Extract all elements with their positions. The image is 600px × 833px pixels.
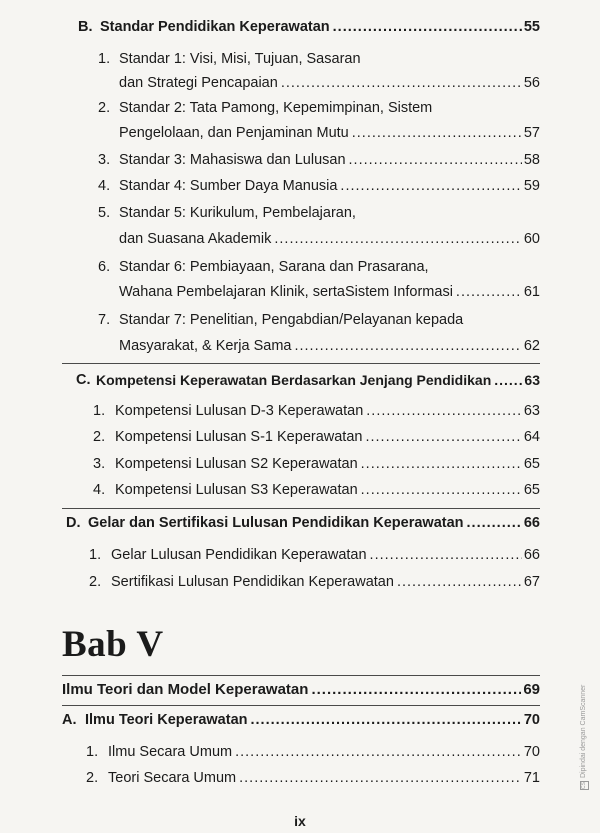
item-title-line1: Standar 7: Penelitian, Pengabdian/Pelayanan kepada	[119, 312, 464, 328]
dot-leader	[281, 75, 522, 91]
item-title-line2: dan Strategi Pencapaian	[119, 75, 278, 91]
page-number: 59	[523, 178, 540, 194]
page-number: 62	[523, 338, 540, 354]
section-marker: C.	[76, 372, 91, 388]
page-number: 57	[523, 125, 540, 141]
divider	[62, 675, 540, 676]
footer-page-number: ix	[294, 813, 306, 829]
item-title: Kompetensi Lulusan S3 Keperawatan	[115, 482, 358, 498]
section-marker: A.	[62, 712, 77, 728]
item-title: Ilmu Secara Umum	[108, 744, 233, 760]
dot-leader	[352, 125, 522, 141]
item-title-line1: Standar 2: Tata Pamong, Kepemimpinan, Sistem	[119, 100, 433, 116]
dot-leader	[311, 681, 521, 698]
scanner-watermark	[580, 684, 589, 790]
item-marker: 2.	[98, 100, 111, 116]
item-title: Sertifikasi Lulusan Pendidikan Keperawatan	[111, 574, 394, 590]
watermark-text: Dipindai dengan CamScanner	[580, 684, 587, 778]
dot-leader	[365, 429, 521, 445]
dot-leader	[397, 574, 522, 590]
item-title-line1: Standar 6: Pembiayaan, Sarana dan Prasarana,	[119, 259, 429, 275]
dot-leader	[456, 284, 522, 300]
page-number: 67	[523, 574, 540, 590]
item-marker: 2.	[89, 574, 102, 590]
item-title-line1: Standar 5: Kurikulum, Pembelajaran,	[119, 205, 356, 221]
section-marker: D.	[66, 515, 81, 531]
item-marker: 1.	[86, 744, 99, 760]
page-number: 70	[523, 744, 540, 760]
item-title-line2: Pengelolaan, dan Penjaminan Mutu	[119, 125, 349, 141]
page-number: 55	[523, 19, 540, 35]
chapter-title: Ilmu Teori dan Model Keperawatan	[62, 681, 309, 698]
dot-leader	[340, 178, 521, 194]
dot-leader	[251, 712, 522, 728]
page-number: 56	[523, 75, 540, 91]
page-number: 66	[523, 547, 540, 563]
item-marker: 1.	[98, 51, 111, 67]
section-title: Gelar dan Sertifikasi Lulusan Pendidikan Keperawatan	[88, 515, 464, 531]
item-marker: 2.	[86, 770, 99, 786]
dot-leader	[333, 19, 522, 35]
page-number: 60	[523, 231, 540, 247]
page-number: 63	[523, 403, 540, 419]
divider	[62, 363, 540, 364]
dot-leader	[274, 231, 522, 247]
dot-leader	[467, 515, 522, 531]
page-number: 69	[523, 681, 540, 698]
divider	[62, 705, 540, 706]
dot-leader	[361, 482, 522, 498]
dot-leader	[239, 770, 522, 786]
item-title-line2: Wahana Pembelajaran Klinik, sertaSistem Informasi	[119, 284, 453, 300]
item-marker: 6.	[98, 259, 111, 275]
dot-leader	[361, 456, 522, 472]
item-title-line2: Masyarakat, & Kerja Sama	[119, 338, 292, 354]
item-title-line2: dan Suasana Akademik	[119, 231, 272, 247]
page-number: 71	[523, 770, 540, 786]
page-number: 70	[523, 712, 540, 728]
page-number: 58	[523, 152, 540, 168]
item-title-line1: Standar 1: Visi, Misi, Tujuan, Sasaran	[119, 51, 361, 67]
page-number: 63	[524, 372, 540, 388]
chapter-label: Bab V	[62, 624, 164, 665]
item-marker: 7.	[98, 312, 111, 328]
divider	[62, 508, 540, 509]
item-marker: 4.	[93, 482, 106, 498]
section-title: Kompetensi Keperawatan Berdasarkan Jenjang Pendidikan	[96, 372, 492, 388]
page-number: 64	[523, 429, 540, 445]
item-marker: 5.	[98, 205, 111, 221]
item-marker: 4.	[98, 178, 111, 194]
dot-leader	[235, 744, 522, 760]
item-title: Kompetensi Lulusan S-1 Keperawatan	[115, 429, 363, 445]
page-number: 65	[523, 456, 540, 472]
item-title: Gelar Lulusan Pendidikan Keperawatan	[111, 547, 367, 563]
page-number: 61	[523, 284, 540, 300]
item-marker: 3.	[93, 456, 106, 472]
dot-leader	[370, 547, 522, 563]
section-title: Standar Pendidikan Keperawatan	[100, 19, 330, 35]
item-title: Teori Secara Umum	[108, 770, 237, 786]
item-title: Standar 4: Sumber Daya Manusia	[119, 178, 338, 194]
item-marker: 2.	[93, 429, 106, 445]
dot-leader	[294, 338, 521, 354]
item-title: Kompetensi Lulusan S2 Keperawatan	[115, 456, 358, 472]
camscanner-icon: CS	[581, 782, 587, 789]
section-title: Ilmu Teori Keperawatan	[85, 712, 248, 728]
item-marker: 1.	[93, 403, 106, 419]
dot-leader	[349, 152, 522, 168]
item-marker: 3.	[98, 152, 111, 168]
dot-leader	[494, 372, 522, 388]
page-number: 65	[523, 482, 540, 498]
page-number: 66	[523, 515, 540, 531]
item-title: Kompetensi Lulusan D-3 Keperawatan	[115, 403, 364, 419]
dot-leader	[366, 403, 522, 419]
section-marker: B.	[78, 19, 93, 35]
item-marker: 1.	[89, 547, 102, 563]
item-title: Standar 3: Mahasiswa dan Lulusan	[119, 152, 346, 168]
